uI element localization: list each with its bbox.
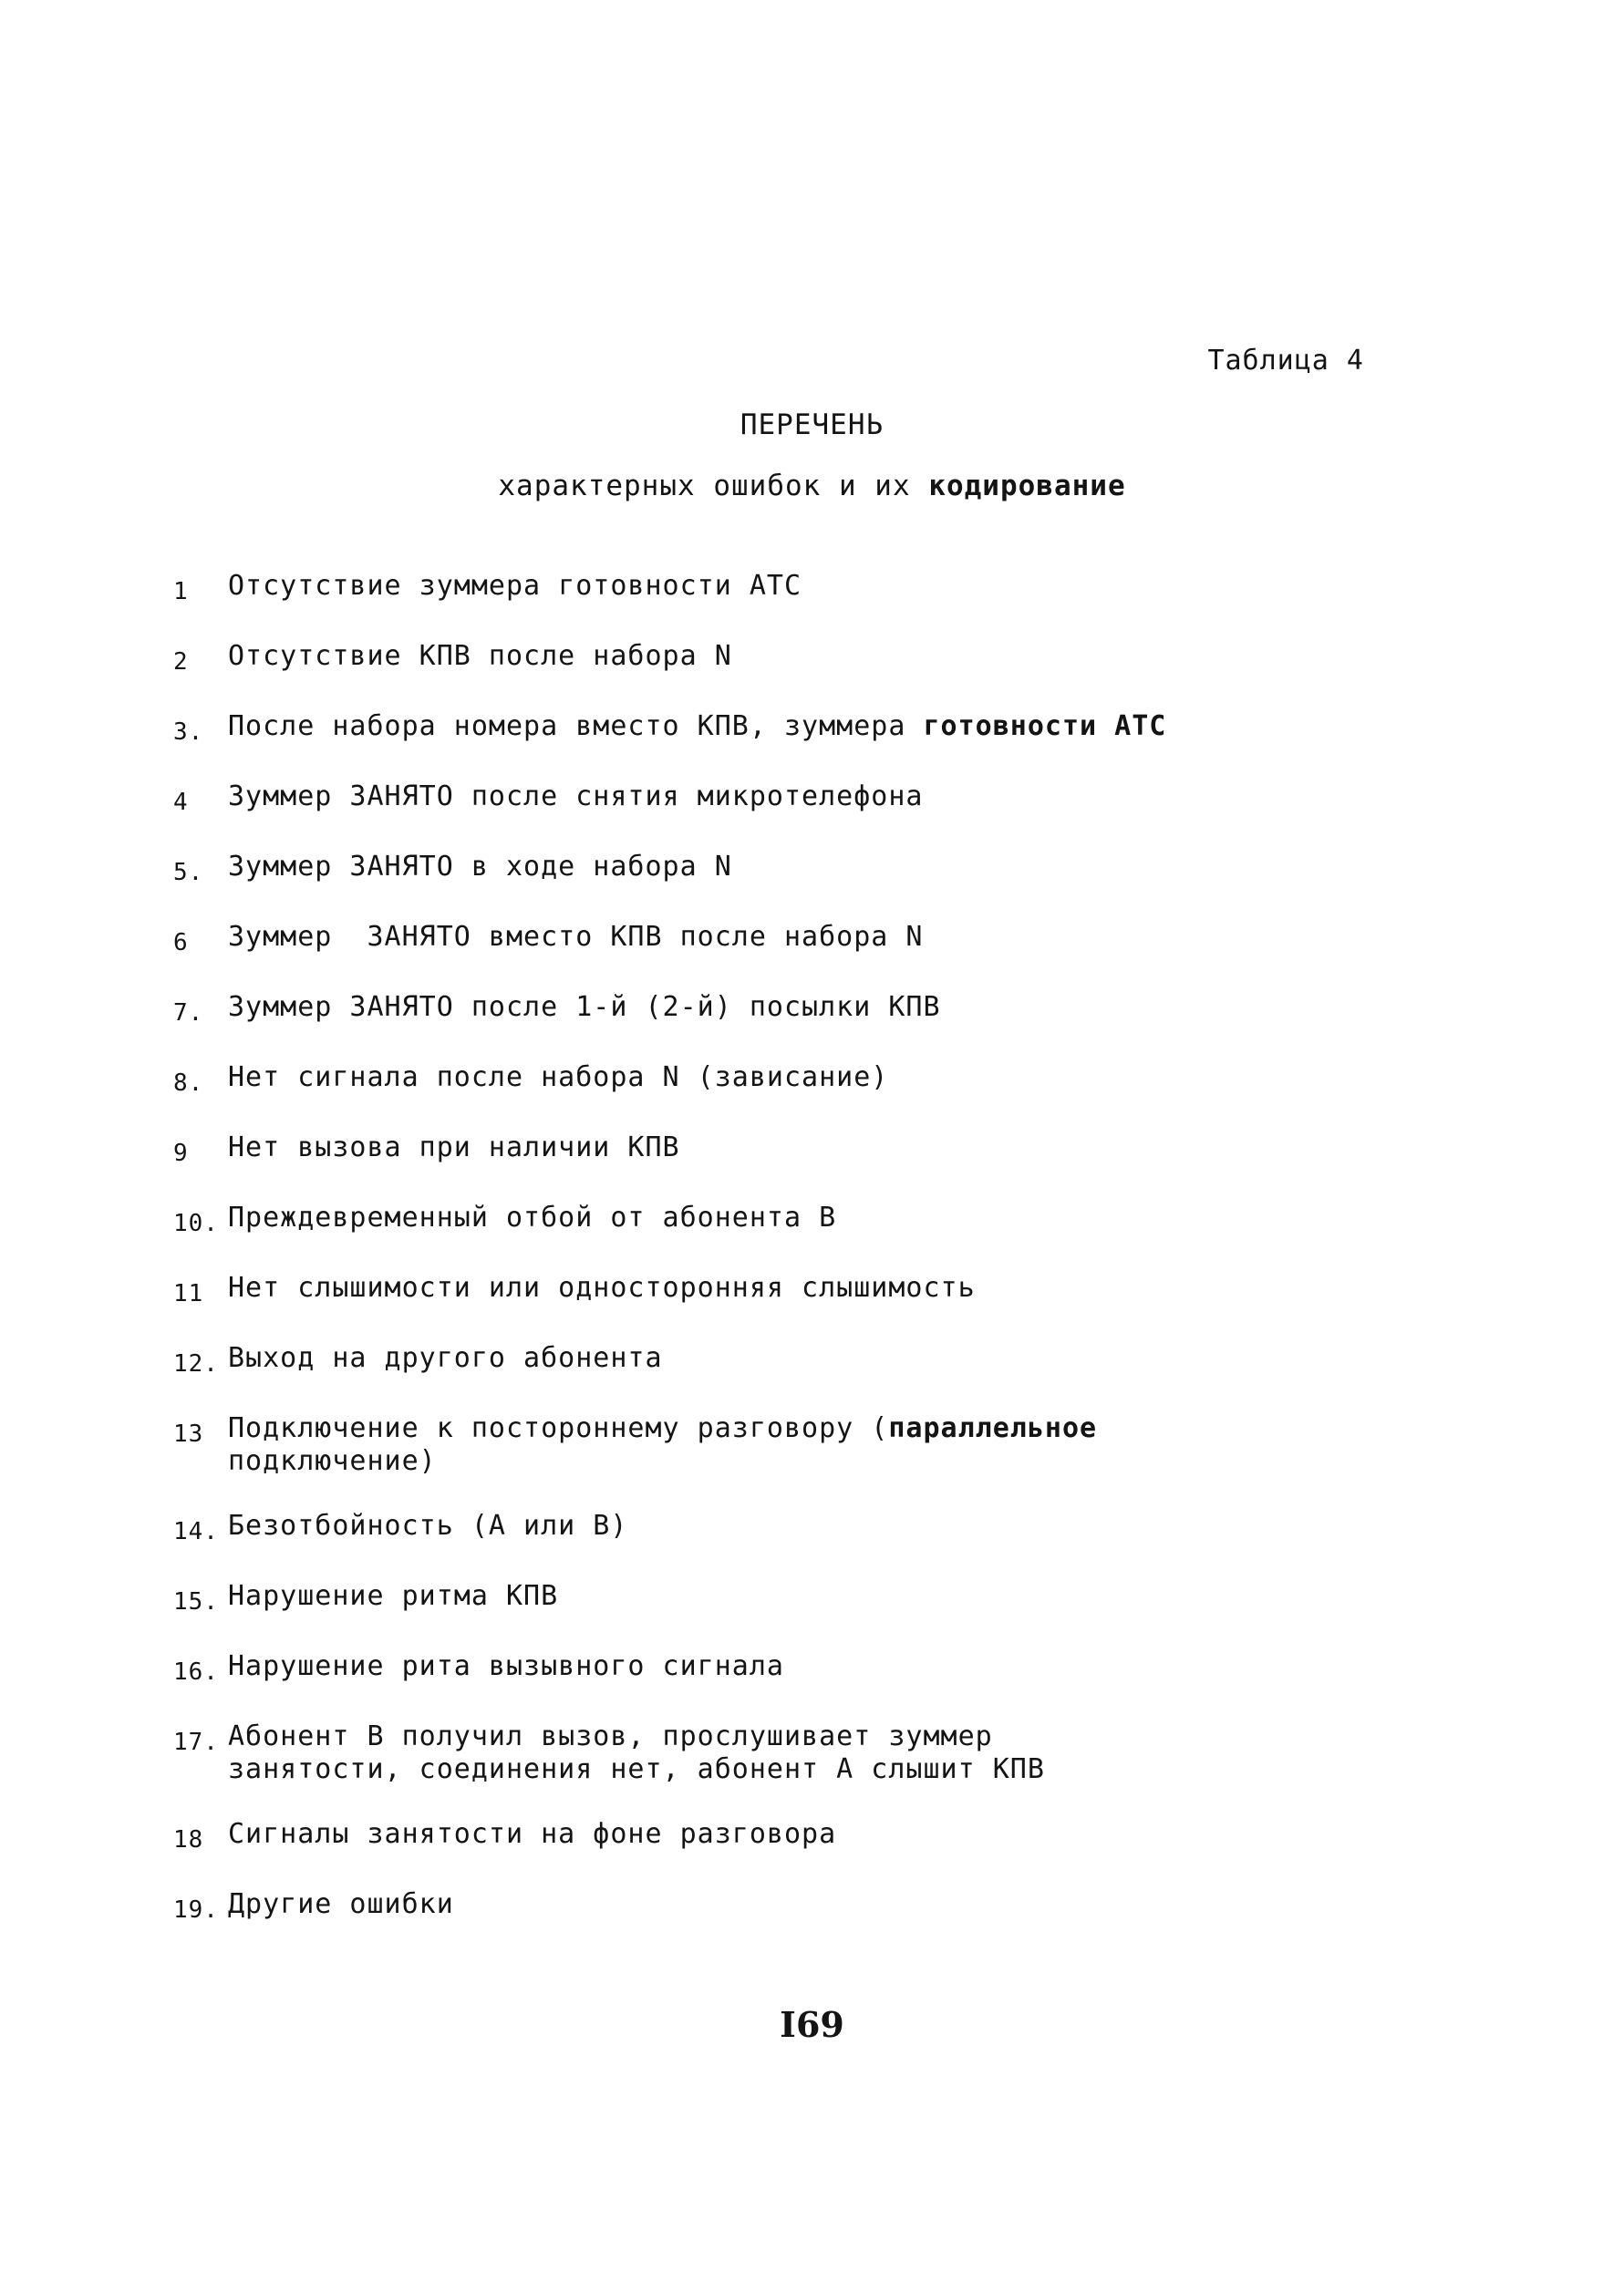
list-item [173, 1061, 1359, 1100]
item-number: 10. [173, 1210, 219, 1237]
item-text [228, 1888, 1359, 1921]
item-text-main: Зуммер ЗАНЯТО после 1-й (2-й) посылки КПВ [228, 991, 941, 1023]
item-number: 13 [173, 1420, 204, 1448]
item-number: 1 [173, 578, 189, 605]
item-text-main: Нарушение рита вызывного сигнала [228, 1650, 784, 1682]
list-item [173, 1818, 1359, 1856]
list-item [173, 710, 1359, 749]
item-number: 3. [173, 718, 204, 746]
subtitle-bold: кодирование [928, 470, 1126, 502]
item-text-main: Другие ошибки [228, 1888, 454, 1920]
item-text-main: Зуммер ЗАНЯТО вместо КПВ после набора N [228, 921, 924, 953]
item-number: 7. [173, 999, 204, 1027]
item-text-main: Нет слышимости или односторонняя слышимость [228, 1272, 976, 1304]
item-number: 19. [173, 1896, 219, 1924]
item-number: 16. [173, 1658, 219, 1686]
item-text-main: Подключение к постороннему разговору ( [228, 1412, 889, 1444]
error-list [173, 570, 1359, 1958]
item-text-main: Безотбойность (А или В) [228, 1510, 628, 1542]
list-item [173, 1888, 1359, 1927]
item-text-continuation: подключение) [228, 1445, 437, 1477]
item-number: 4 [173, 789, 189, 816]
item-text-main: Нарушение ритма КПВ [228, 1580, 559, 1612]
list-item [173, 1510, 1359, 1548]
item-text [228, 570, 1359, 603]
document-subtitle [0, 470, 1624, 502]
item-text [228, 1818, 1359, 1851]
list-item [173, 1131, 1359, 1170]
list-item [173, 1202, 1359, 1240]
item-text [228, 640, 1359, 673]
list-item [173, 921, 1359, 959]
item-number: 8. [173, 1069, 204, 1097]
item-text [228, 710, 1359, 743]
item-text [228, 991, 1359, 1024]
list-item [173, 1342, 1359, 1380]
subtitle-regular: характерных ошибок и их [498, 470, 929, 502]
item-number: 18 [173, 1826, 204, 1854]
item-text [228, 851, 1359, 883]
item-text-main: Преждевременный отбой от абонента В [228, 1202, 837, 1234]
item-text [228, 1061, 1359, 1094]
item-text [228, 1580, 1359, 1613]
item-text-main: Отсутствие зуммера готовности АТС [228, 570, 802, 602]
item-text [228, 1131, 1359, 1164]
item-text [228, 1510, 1359, 1543]
item-number: 2 [173, 648, 189, 676]
item-text-main: Зуммер ЗАНЯТО в ходе набора N [228, 851, 732, 883]
list-item [173, 1272, 1359, 1310]
list-item [173, 1720, 1359, 1786]
item-text-main: Выход на другого абонента [228, 1342, 663, 1374]
item-text-main: Зуммер ЗАНЯТО после снятия микротелефона [228, 780, 924, 812]
item-text-main: Нет сигнала после набора N (зависание) [228, 1061, 889, 1093]
item-text-bold: готовности АТС [923, 710, 1167, 742]
item-number: 6 [173, 929, 189, 956]
item-text [228, 1202, 1359, 1234]
list-item [173, 1650, 1359, 1689]
page-number: I69 [780, 2004, 844, 2045]
item-number: 17. [173, 1729, 219, 1756]
list-item [173, 851, 1359, 889]
list-item [173, 991, 1359, 1029]
item-text [228, 1342, 1359, 1375]
list-item [173, 570, 1359, 608]
item-text-main: Сигналы занятости на фоне разговора [228, 1818, 837, 1850]
item-text [228, 1720, 1359, 1786]
list-item [173, 780, 1359, 819]
list-item [173, 640, 1359, 678]
item-text [228, 921, 1359, 954]
item-text [228, 1650, 1359, 1683]
document-title: ПЕРЕЧЕНЬ [740, 408, 884, 441]
item-number: 9 [173, 1140, 189, 1167]
item-number: 5. [173, 859, 204, 886]
item-number: 11 [173, 1280, 204, 1307]
item-text-main: После набора номера вместо КПВ, зуммера [228, 710, 924, 742]
item-text-main: Абонент В получил вызов, прослушивает зуммер занятости, соединения нет, абонент А слышит КПВ [228, 1720, 1045, 1785]
item-number: 14. [173, 1518, 219, 1545]
item-text-main: Нет вызова при наличии КПВ [228, 1131, 680, 1163]
item-number: 15. [173, 1588, 219, 1616]
table-label: Таблица 4 [1207, 345, 1364, 377]
item-text [228, 780, 1359, 813]
item-text [228, 1272, 1359, 1305]
item-number: 12. [173, 1350, 219, 1378]
list-item [173, 1412, 1359, 1478]
item-text [228, 1412, 1359, 1478]
item-text-bold: параллельное [888, 1412, 1098, 1444]
list-item [173, 1580, 1359, 1618]
item-text-main: Отсутствие КПВ после набора N [228, 640, 732, 672]
